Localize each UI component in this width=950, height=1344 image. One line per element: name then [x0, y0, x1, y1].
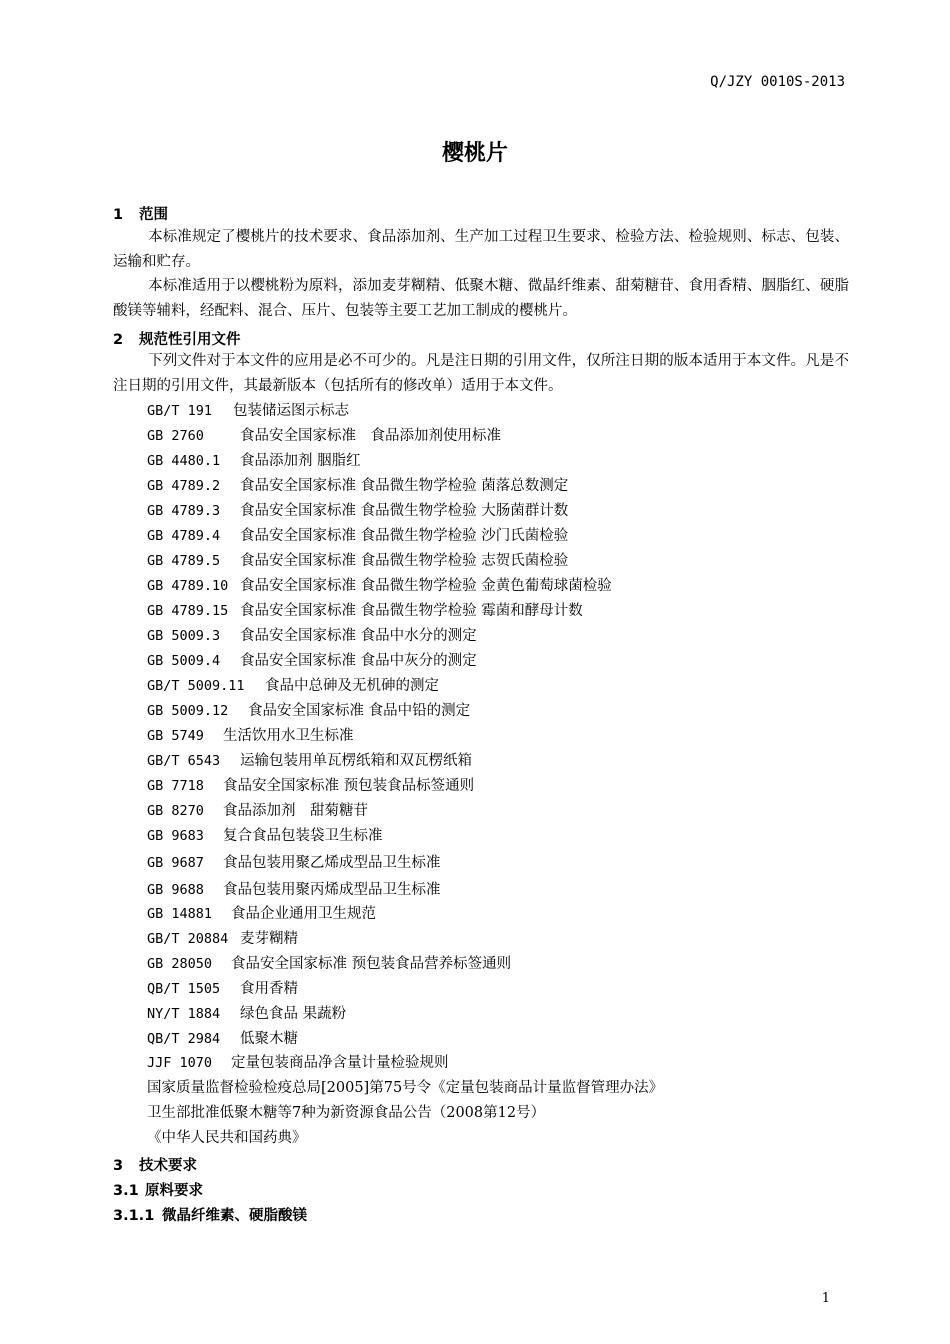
section-title: 规范性引用文件	[139, 332, 241, 348]
reference-item: GB 4789.5 食品安全国家标准 食品微生物学检验 志贺氏菌检验	[147, 553, 569, 569]
reference-item: GB 4789.2 食品安全国家标准 食品微生物学检验 菌落总数测定	[147, 478, 569, 494]
section-title: 技术要求	[139, 1158, 197, 1174]
section-number: 3.1	[113, 1183, 139, 1199]
reference-item: GB 14881 食品企业通用卫生规范	[147, 906, 376, 922]
section-3-heading	[113, 1154, 197, 1175]
paragraph-text: 本标准适用于以樱桃粉为原料，添加麦芽糊精、低聚木糖、微晶纤维素、甜菊糖苷、食用香精、胭脂红、硬脂酸镁等辅料，经配料、混合、压片、包装等主要工艺加工制成的樱桃片。	[113, 278, 849, 319]
reference-item: QB/T 1505 食用香精	[147, 981, 298, 997]
reference-item: GB/T 6543 运输包装用单瓦楞纸箱和双瓦楞纸箱	[147, 753, 472, 769]
section-1-paragraph-1	[113, 225, 849, 275]
reference-item: GB 9683 复合食品包装袋卫生标准	[147, 828, 383, 844]
reference-extra: 国家质量监督检验检疫总局[2005]第75号令《定量包装商品计量监督管理办法》	[147, 1080, 664, 1096]
reference-item: GB 8270 食品添加剂 甜菊糖苷	[147, 803, 368, 819]
reference-item: NY/T 1884 绿色食品 果蔬粉	[147, 1006, 347, 1022]
reference-item: GB 4789.15 食品安全国家标准 食品微生物学检验 霉菌和酵母计数	[147, 603, 583, 619]
reference-extra: 《中华人民共和国药典》	[147, 1130, 307, 1146]
paragraph-text: 本标准规定了樱桃片的技术要求、食品添加剂、生产加工过程卫生要求、检验方法、检验规则、标志、包装、运输和贮存。	[113, 229, 849, 270]
paragraph-text: 下列文件对于本文件的应用是必不可少的。凡是注日期的引用文件，仅所注日期的版本适用于本文件。凡是不注日期的引用文件，其最新版本（包括所有的修改单）适用于本文件。	[113, 353, 849, 394]
section-2-intro	[113, 349, 849, 399]
section-3-1-heading	[113, 1179, 203, 1200]
reference-item: GB 2760 食品安全国家标准 食品添加剂使用标准	[147, 428, 501, 444]
reference-item: GB 28050 食品安全国家标准 预包装食品营养标签通则	[147, 956, 512, 972]
reference-item: GB 5009.12 食品安全国家标准 食品中铅的测定	[147, 703, 471, 719]
reference-item: GB/T 191 包装储运图示标志	[147, 403, 349, 419]
reference-item: GB 4789.3 食品安全国家标准 食品微生物学检验 大肠菌群计数	[147, 503, 569, 519]
section-2-heading	[113, 328, 241, 349]
standard-number: Q/JZY 0010S-2013	[710, 74, 845, 90]
section-number: 2	[113, 332, 124, 348]
section-title: 微晶纤维素、硬脂酸镁	[162, 1208, 307, 1224]
reference-item: GB 5009.3 食品安全国家标准 食品中水分的测定	[147, 628, 477, 644]
section-1-paragraph-2	[113, 274, 849, 324]
section-title: 范围	[139, 207, 168, 223]
page-number: 1	[821, 1291, 830, 1306]
reference-item: GB/T 20884 麦芽糊精	[147, 931, 298, 947]
reference-item: GB 7718 食品安全国家标准 预包装食品标签通则	[147, 778, 475, 794]
reference-item: GB 4789.10 食品安全国家标准 食品微生物学检验 金黄色葡萄球菌检验	[147, 578, 612, 594]
section-number: 1	[113, 207, 124, 223]
reference-extra: 卫生部批准低聚木糖等7种为新资源食品公告（2008第12号）	[147, 1105, 546, 1121]
section-number: 3.1.1	[113, 1208, 155, 1224]
section-number: 3	[113, 1158, 124, 1174]
reference-item: QB/T 2984 低聚木糖	[147, 1031, 298, 1047]
section-title: 原料要求	[145, 1183, 203, 1199]
reference-item: GB 9688 食品包装用聚丙烯成型品卫生标准	[147, 882, 441, 898]
reference-item: GB 5009.4 食品安全国家标准 食品中灰分的测定	[147, 653, 477, 669]
section-3-1-1-heading	[113, 1204, 307, 1225]
reference-item: JJF 1070 定量包装商品净含量计量检验规则	[147, 1055, 449, 1071]
document-title: 樱桃片	[441, 141, 508, 166]
reference-item: GB 5749 生活饮用水卫生标准	[147, 728, 354, 744]
reference-item: GB 9687 食品包装用聚乙烯成型品卫生标准	[147, 855, 441, 871]
reference-item: GB 4480.1 食品添加剂 胭脂红	[147, 453, 361, 469]
section-1-heading	[113, 203, 168, 224]
reference-item: GB 4789.4 食品安全国家标准 食品微生物学检验 沙门氏菌检验	[147, 528, 569, 544]
reference-item: GB/T 5009.11 食品中总砷及无机砷的测定	[147, 678, 439, 694]
